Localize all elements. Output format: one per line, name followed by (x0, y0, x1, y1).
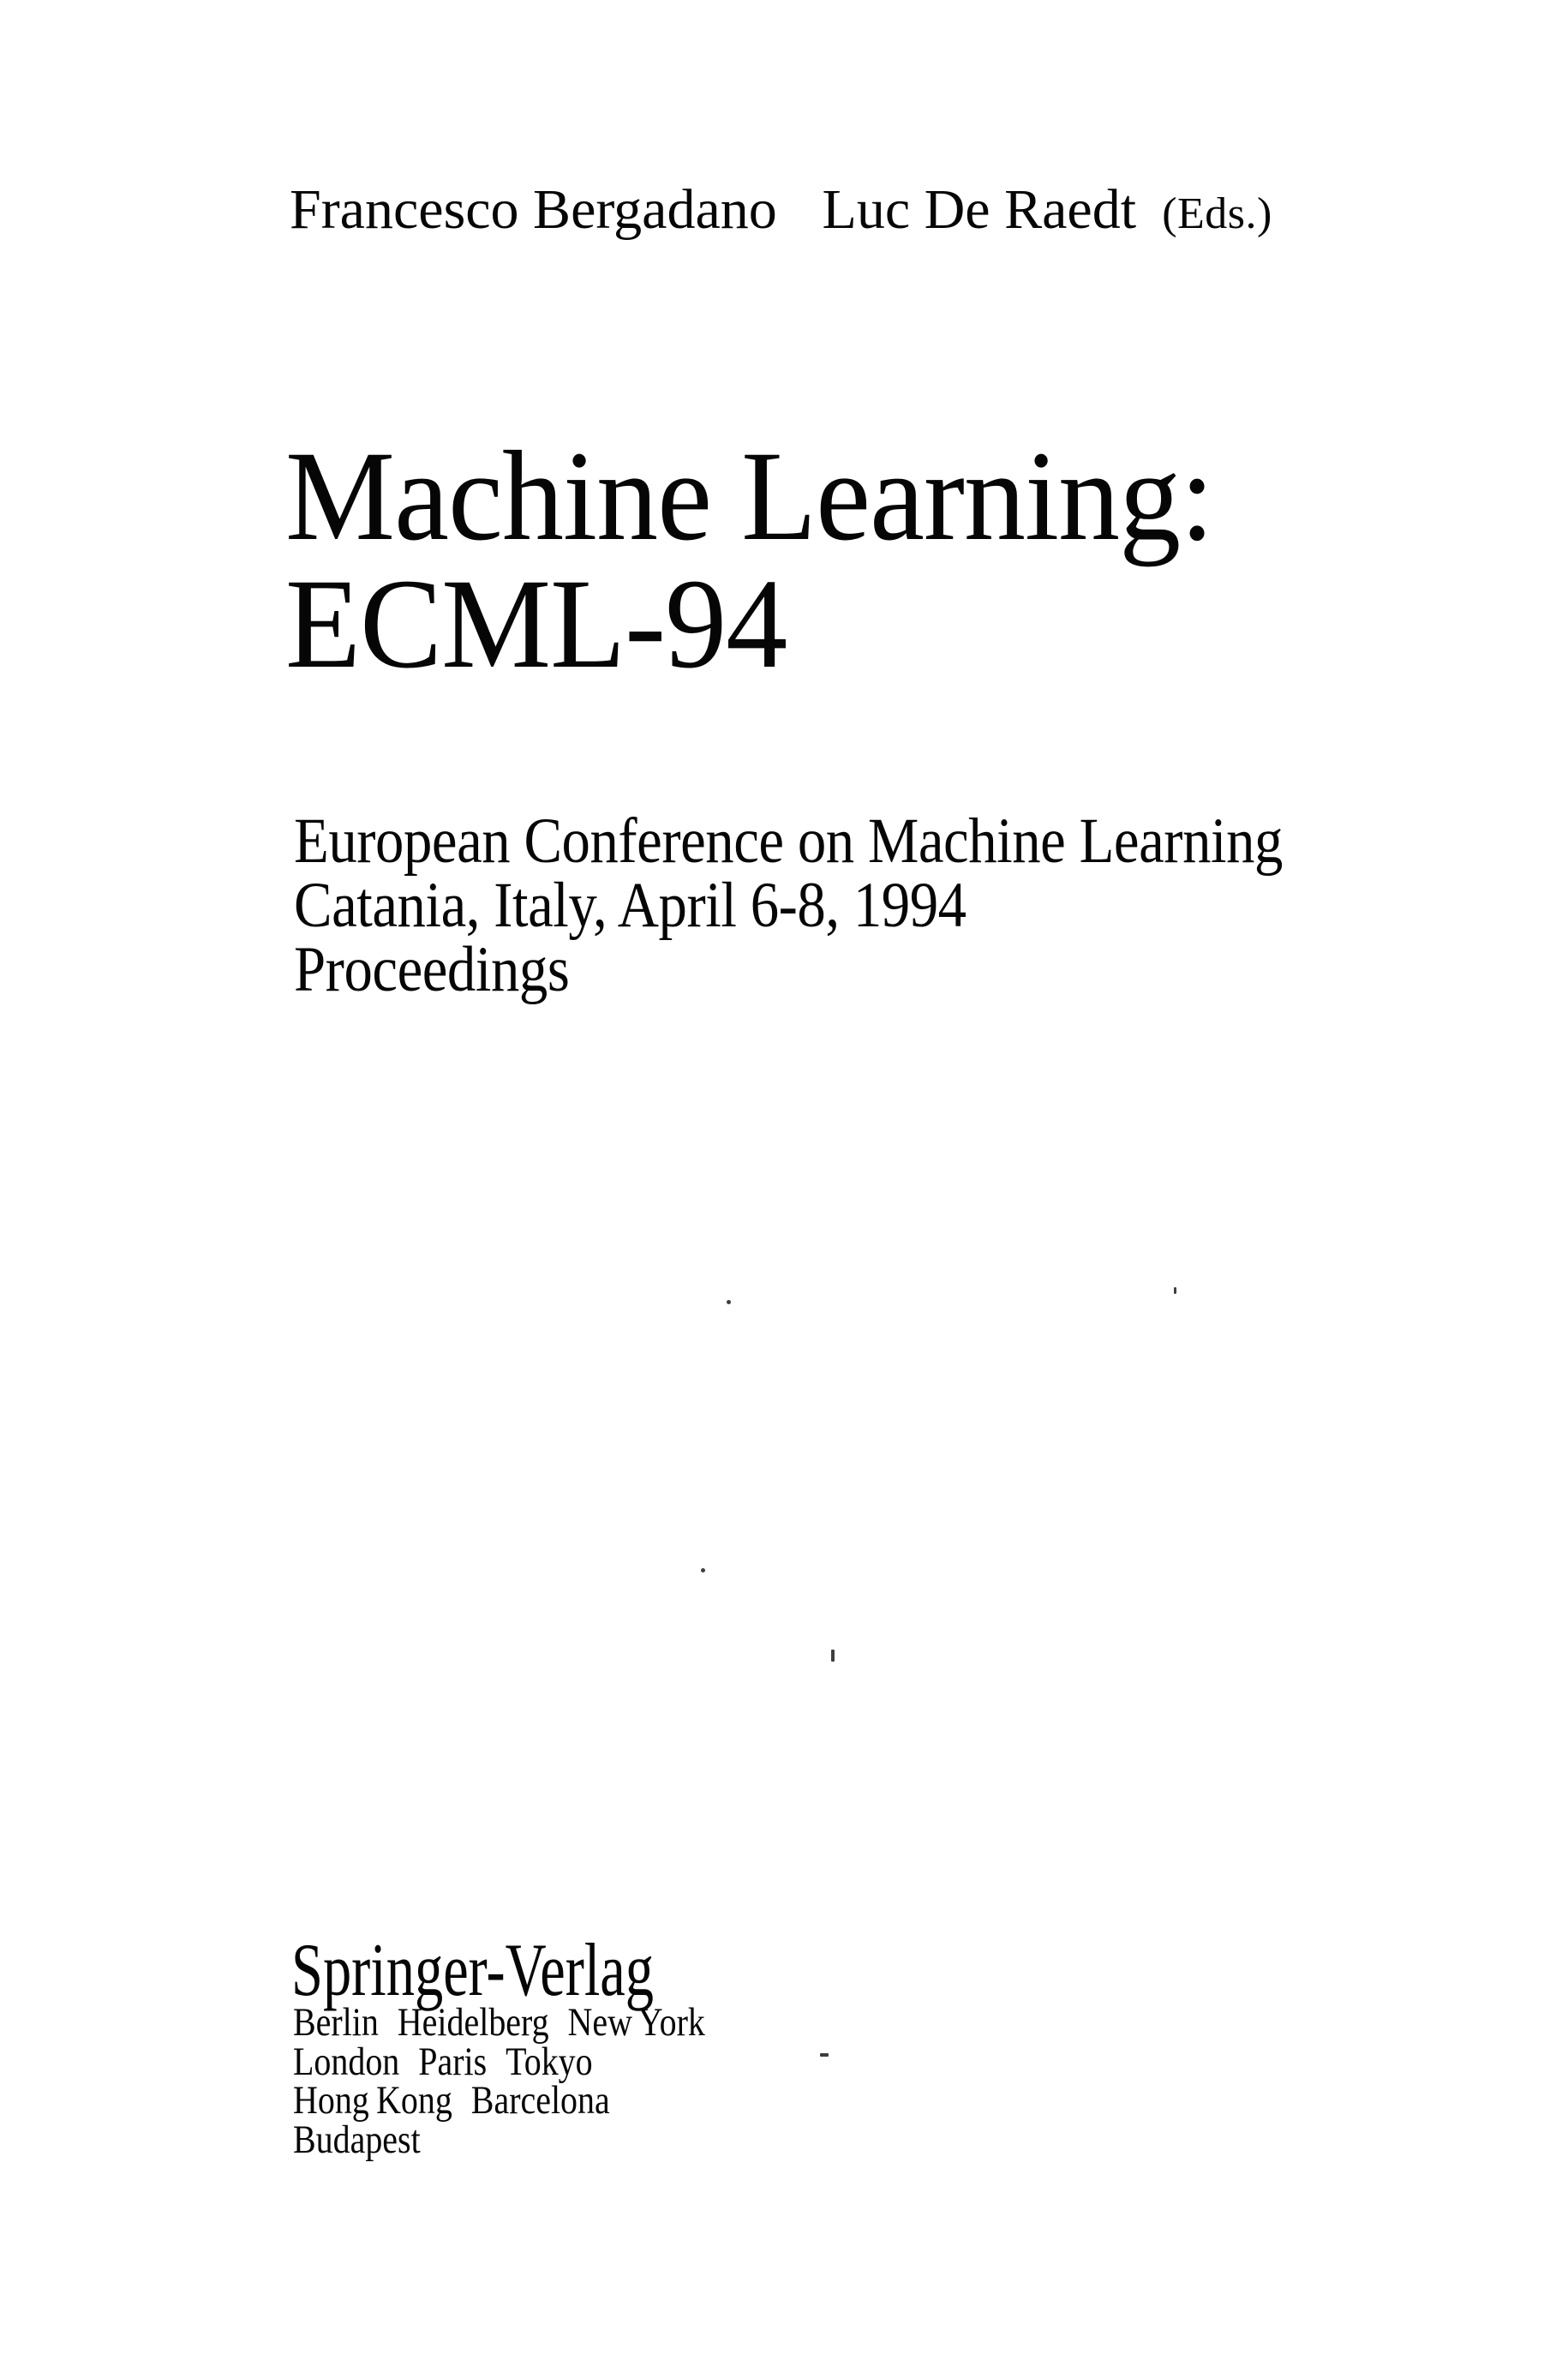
subtitle-location-date: Catania, Italy, April 6-8, 1994 (294, 870, 967, 941)
publisher-cities-line-2 (293, 2039, 705, 2084)
city: New York (567, 2000, 705, 2045)
city: Hong Kong (293, 2078, 452, 2123)
city: Paris (418, 2039, 488, 2084)
publisher-cities-line-4 (293, 2117, 705, 2162)
city: Berlin (293, 2000, 379, 2045)
scan-speck (1174, 1287, 1176, 1294)
scan-speck (831, 1650, 835, 1662)
book-subtitle (294, 806, 1283, 1005)
scan-speck (701, 1568, 705, 1572)
book-title-line-1: Machine Learning: (285, 425, 1214, 567)
book-title-line-2: ECML-94 (285, 553, 787, 695)
subtitle-proceedings: Proceedings (294, 934, 570, 1005)
book-title (285, 425, 1214, 695)
city: Budapest (293, 2117, 421, 2162)
city: London (293, 2039, 400, 2084)
city: Barcelona (470, 2078, 610, 2123)
city: Heidelberg (397, 2000, 549, 2045)
authors-line (290, 178, 1272, 243)
scan-speck (820, 2053, 829, 2057)
publisher-cities-line-3 (293, 2078, 705, 2123)
editors-suffix: (Eds.) (1162, 189, 1272, 238)
publisher-name: Springer-Verlag (291, 1929, 655, 2012)
subtitle-conference: European Conference on Machine Learning (294, 806, 1283, 877)
city: Tokyo (506, 2039, 593, 2084)
publisher-cities (293, 2000, 705, 2162)
author-name-2: Luc De Raedt (822, 178, 1137, 241)
publisher-cities-line-1 (293, 2000, 705, 2045)
scan-speck (727, 1300, 731, 1304)
author-name-1: Francesco Bergadano (290, 178, 777, 241)
